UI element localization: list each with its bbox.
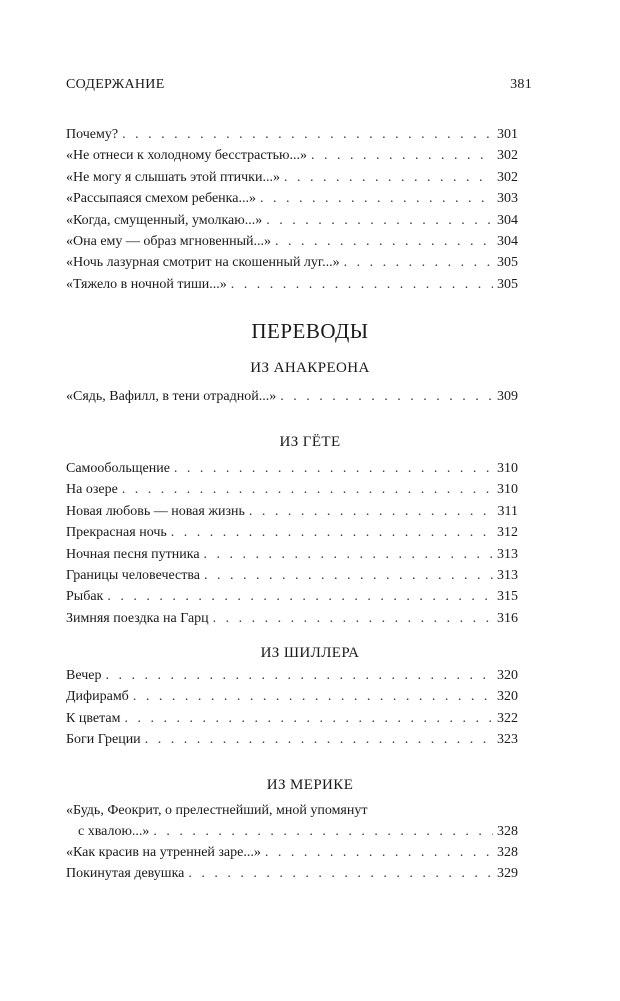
dot-leader [107,586,493,607]
dot-leader [105,665,493,686]
dot-leader [260,188,493,209]
dot-leader [213,608,493,629]
toc-list-goethe [66,458,518,629]
toc-entry[interactable] [66,729,518,750]
dot-leader [122,124,493,145]
toc-entry-page: 303 [497,191,518,207]
toc-entry-title: Границы человечества [66,567,201,583]
toc-entry[interactable] [66,386,518,407]
dot-leader [249,501,494,522]
toc-entry-page: 329 [497,866,518,882]
toc-entry[interactable] [66,800,518,842]
toc-entry-title: «Как красив на утренней заре...» [66,845,261,860]
toc-entry-page: 312 [497,525,518,541]
toc-list-schiller [66,665,518,751]
toc-entry[interactable] [66,842,518,863]
subsection-title-goethe: ИЗ ГЁТЕ [279,434,341,450]
dot-leader [311,145,493,166]
subsection-title-schiller: ИЗ ШИЛЛЕРА [260,645,360,661]
toc-entry-title: «Тяжело в ночной тиши...» [66,276,227,292]
toc-entry[interactable] [66,458,518,479]
dot-leader [133,686,493,707]
dot-leader [204,565,493,586]
running-header [66,77,532,93]
toc-entry-title: Ночная песня путника [66,546,200,562]
toc-entry-title: Прекрасная ночь [66,525,167,541]
dot-leader [265,842,493,863]
dot-leader [204,544,493,565]
toc-entry-title: «Рассыпаяся смехом ребенка...» [66,191,256,207]
toc-entry-page: 315 [497,589,518,605]
toc-entry-title: Самообольщение [66,461,170,476]
toc-entry-title: Покинутая девушка [66,866,185,882]
toc-entry[interactable] [66,252,518,273]
toc-entry-page: 328 [497,824,518,839]
toc-entry-title: «Будь, Феокрит, о прелестнейший, мной упомянут [66,803,368,818]
toc-entry[interactable] [66,479,518,500]
section-title-translations: ПЕРЕВОДЫ [251,319,369,343]
toc-entry-title: «Сядь, Вафилл, в тени отрадной...» [66,389,277,404]
running-header-title: СОДЕРЖАНИЕ [66,77,165,92]
toc-entry[interactable] [66,188,518,209]
toc-entry-title: «Не могу я слышать этой птички...» [66,169,280,185]
toc-entry-page: 305 [497,255,518,271]
toc-entry-title: «Ночь лазурная смотрит на скошенный луг...» [66,255,340,271]
toc-entry-page: 305 [497,276,518,292]
toc-entry-page: 304 [497,212,518,228]
toc-entry-page: 313 [497,567,518,583]
toc-entry[interactable] [66,686,518,707]
toc-entry-title: Боги Греции [66,732,141,748]
dot-leader [280,386,493,407]
toc-entry-title: Почему? [66,127,119,142]
toc-entry-page: 310 [497,461,518,476]
toc-entry[interactable] [66,665,518,686]
toc-entry-page: 323 [497,732,518,748]
subsection-title-anacreon: ИЗ АНАКРЕОНА [250,360,370,376]
toc-entry-title: Зимняя поездка на Гарц [66,610,209,626]
toc-entry-page: 302 [497,169,518,185]
toc-entry-page: 302 [497,148,518,164]
dot-leader [122,479,493,500]
toc-entry-page: 320 [497,668,518,683]
toc-entry-title: «Она ему — образ мгновенный...» [66,233,271,249]
dot-leader [188,863,493,884]
dot-leader [145,729,493,750]
toc-entry-title: К цветам [66,710,121,726]
dot-leader [171,522,493,543]
toc-entry-page: 304 [497,233,518,249]
toc-entry[interactable] [66,863,518,884]
toc-entry-title: Вечер [66,668,102,683]
toc-entry-title-continued: с хвалою...» [78,824,150,839]
toc-entry[interactable] [66,231,518,252]
dot-leader [124,708,493,729]
toc-entry[interactable] [66,274,518,295]
toc-entry-page: 328 [497,845,518,860]
toc-entry-page: 310 [497,482,518,498]
toc-entry[interactable] [66,565,518,586]
toc-entry[interactable] [66,708,518,729]
toc-entry[interactable] [66,145,518,166]
dot-leader [231,274,493,295]
toc-entry-page: 320 [497,689,518,705]
page-number: 381 [510,77,532,92]
toc-entry-title: Дифирамб [66,689,129,705]
dot-leader [266,210,493,231]
toc-entry-title: Новая любовь — новая жизнь [66,503,245,519]
toc-entry[interactable] [66,210,518,231]
toc-entry-page: 301 [497,127,518,142]
toc-entry-title: Рыбак [66,589,104,605]
toc-entry-page: 309 [497,389,518,404]
toc-list-top [66,124,518,295]
dot-leader [275,231,493,252]
toc-entry[interactable] [66,522,518,543]
dot-leader [174,458,493,479]
toc-entry-page: 316 [497,610,518,626]
toc-entry[interactable] [66,501,518,522]
dot-leader [284,167,493,188]
toc-entry[interactable] [66,167,518,188]
toc-entry[interactable] [66,544,518,565]
toc-entry-page: 311 [497,503,518,519]
toc-entry-title: На озере [66,482,118,498]
toc-list-anacreon [66,386,518,407]
toc-list-moerike [66,800,518,885]
toc-entry-page: 322 [497,710,518,726]
toc-entry[interactable] [66,586,518,607]
toc-entry[interactable] [66,124,518,145]
toc-entry[interactable] [66,608,518,629]
dot-leader [153,821,493,842]
toc-entry-page: 313 [497,546,518,562]
subsection-title-moerike: ИЗ МЕРИКЕ [266,777,354,793]
toc-entry-title: «Когда, смущенный, умолкаю...» [66,212,263,228]
toc-entry-title: «Не отнеси к холодному бесстрастью...» [66,148,308,164]
dot-leader [344,252,493,273]
